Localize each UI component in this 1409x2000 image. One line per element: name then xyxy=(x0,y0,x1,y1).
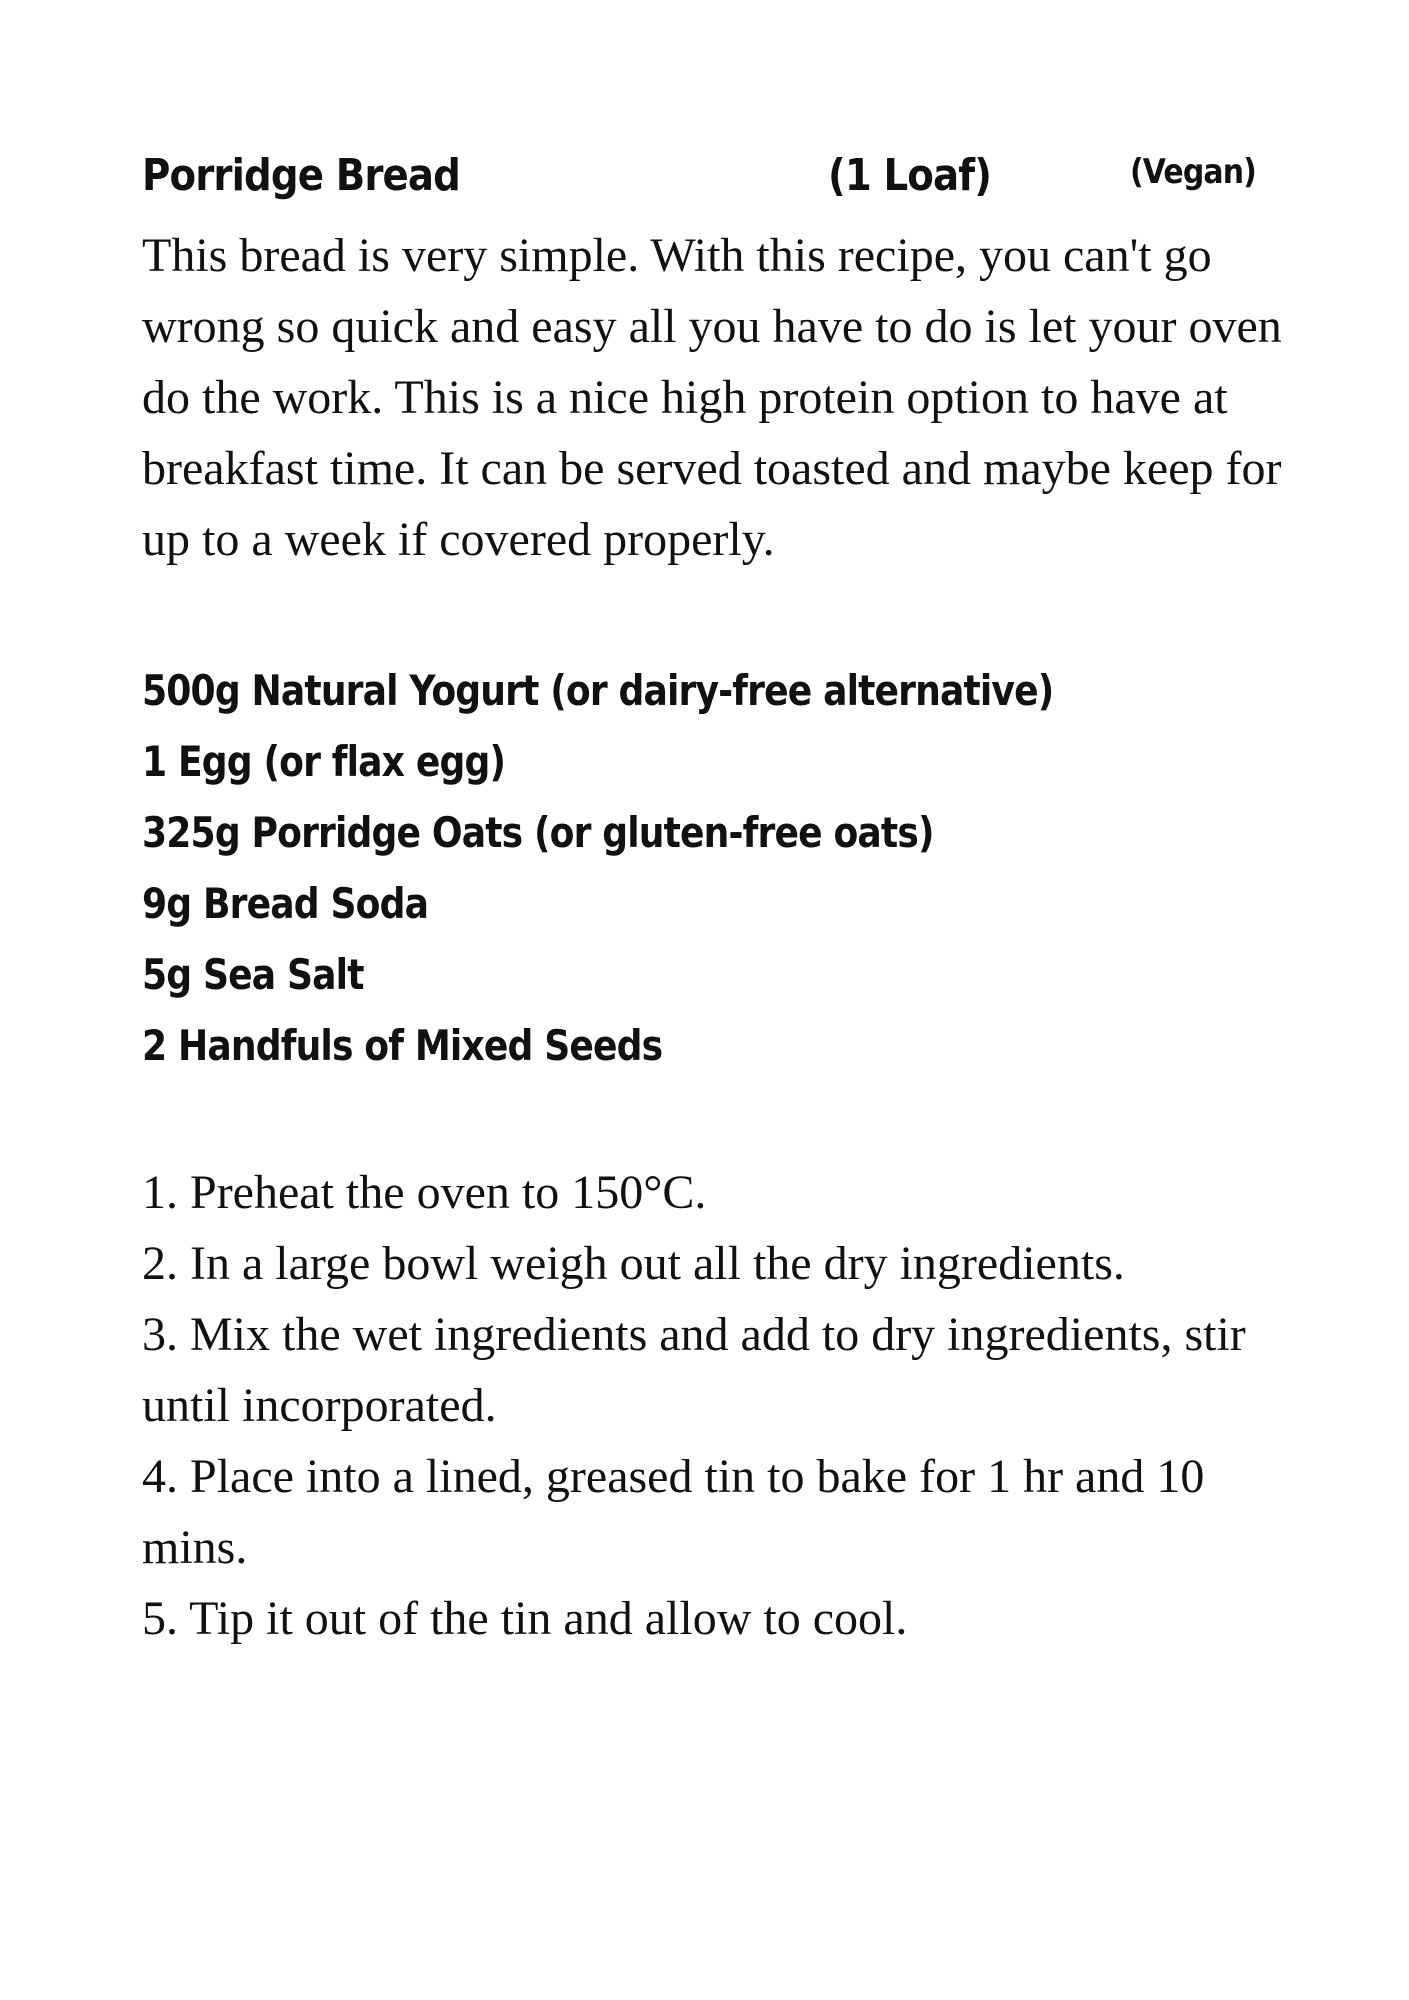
ingredient-item: 9g Bread Soda xyxy=(142,879,429,928)
method-step: 2. In a large bowl weigh out all the dry ingredients. xyxy=(142,1237,1125,1290)
method-steps xyxy=(142,1157,1272,1654)
ingredient-list xyxy=(142,655,1272,1081)
recipe-yield: (1 Loaf) xyxy=(828,150,992,201)
recipe-diet-label: (Vegan) xyxy=(1130,152,1256,192)
recipe-title: Porridge Bread xyxy=(142,150,461,201)
ingredient-item: 325g Porridge Oats (or gluten-free oats) xyxy=(142,808,934,857)
ingredient-item: 5g Sea Salt xyxy=(142,950,364,999)
ingredient-item: 500g Natural Yogurt (or dairy-free alternative) xyxy=(142,666,1054,715)
ingredient-item: 2 Handfuls of Mixed Seeds xyxy=(142,1021,663,1070)
method-step: 1. Preheat the oven to 150°C. xyxy=(142,1166,707,1219)
method-step: 5. Tip it out of the tin and allow to cool. xyxy=(142,1592,908,1645)
recipe-page xyxy=(142,140,1282,1654)
ingredient-item: 1 Egg (or flax egg) xyxy=(142,737,506,786)
recipe-header xyxy=(142,140,1272,220)
recipe-intro: This bread is very simple. With this recipe, you can't go wrong so quick and easy all you have to do is let your oven do the work. This is a nice high protein option to have at breakfast time. It can be served toasted and maybe keep for up to a week if covered properly. xyxy=(142,229,1282,566)
method-step: 4. Place into a lined, greased tin to bake for 1 hr and 10 mins. xyxy=(142,1450,1205,1574)
method-step: 3. Mix the wet ingredients and add to dry ingredients, stir until incorporated. xyxy=(142,1308,1246,1432)
